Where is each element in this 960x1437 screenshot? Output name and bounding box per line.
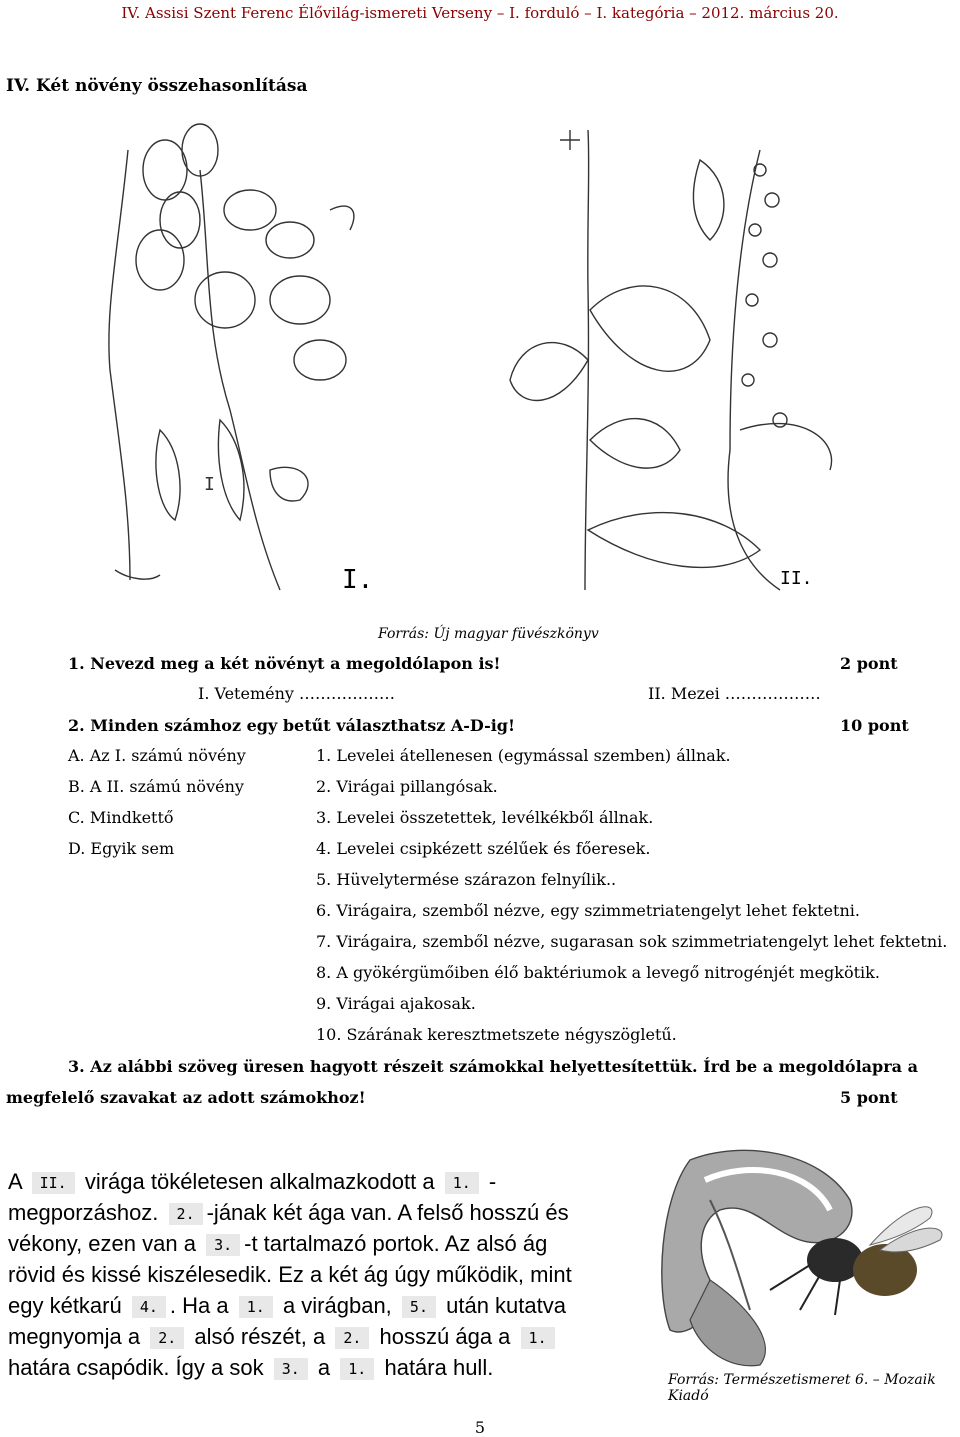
- passage-line-7: határa csapódik. Így a sok 3. a 1. határa hull.: [8, 1355, 494, 1380]
- passage-line-5: egy kétkarú 4. . Ha a 1. a virágban, 5. után kutatva: [8, 1293, 566, 1318]
- question-3-cont: megfelelő szavakat az adott számokhoz!: [6, 1088, 366, 1107]
- source-note-1: Forrás: Új magyar füvészkönyv: [378, 626, 599, 642]
- page-header: IV. Assisi Szent Ferenc Élővilág-ismereti Verseny – I. forduló – I. kategória – 2012. március 20.: [121, 4, 839, 22]
- plant-label-2: II.: [780, 568, 813, 589]
- question-1: 1. Nevezd meg a két növényt a megoldólapon is!: [68, 654, 501, 673]
- question-2-points: 10 pont: [840, 716, 909, 735]
- question-2: 2. Minden számhoz egy betűt választhatsz A-D-ig!: [68, 716, 516, 735]
- passage-line-1: A II. virága tökéletesen alkalmazkodott a 1. -: [8, 1169, 497, 1194]
- statement: 9. Virágai ajakosak.: [316, 994, 476, 1013]
- blank: 1.: [521, 1327, 555, 1349]
- question-1-points: 2 pont: [840, 654, 898, 673]
- blank: 4.: [132, 1296, 166, 1318]
- blank: 2.: [169, 1203, 203, 1225]
- statement: 10. Szárának keresztmetszete négyszögletű.: [316, 1025, 677, 1044]
- blank: 2.: [335, 1327, 369, 1349]
- blank: 5.: [402, 1296, 436, 1318]
- sage-plant-drawing: [510, 130, 832, 590]
- option-a: A. Az I. számú növény: [68, 746, 246, 765]
- passage-line-6: megnyomja a 2. alsó részét, a 2. hosszú ága a 1.: [8, 1321, 559, 1353]
- answer-1: I. Vetemény ………………: [198, 684, 396, 703]
- bee-flower-illustration: [650, 1140, 950, 1370]
- pod-label: I: [204, 474, 215, 495]
- option-c: C. Mindkettő: [68, 808, 174, 827]
- blank: II.: [32, 1172, 75, 1194]
- statement: 1. Levelei átellenesen (egymással szemben) állnak.: [316, 746, 731, 765]
- option-d: D. Egyik sem: [68, 839, 175, 858]
- passage-line-2: megporzáshoz. 2. -jának két ága van. A felső hosszú és: [8, 1200, 569, 1225]
- blank: 1.: [340, 1358, 374, 1380]
- passage-line-4: rövid és kissé kiszélesedik. Ez a két ág úgy működik, mint: [8, 1262, 572, 1287]
- section-title: IV. Két növény összehasonlítása: [6, 76, 308, 96]
- pea-plant-drawing: [109, 124, 354, 590]
- question-3-points: 5 pont: [840, 1088, 898, 1107]
- blank: 2.: [150, 1327, 184, 1349]
- blank: 3.: [206, 1234, 240, 1256]
- option-b: B. A II. számú növény: [68, 777, 244, 796]
- plant-illustrations: [0, 110, 960, 620]
- plant-label-1: I.: [342, 565, 374, 595]
- page-number: 5: [474, 1418, 486, 1437]
- statement: 2. Virágai pillangósak.: [316, 777, 498, 796]
- passage-line-3: vékony, ezen van a 3. -t tartalmazó portok. Az alsó ág: [8, 1231, 548, 1256]
- statement: 6. Virágaira, szemből nézve, egy szimmetriatengelyt lehet fektetni.: [316, 901, 860, 920]
- statement: 4. Levelei csipkézett szélűek és főeresek.: [316, 839, 651, 858]
- blank: 1.: [445, 1172, 479, 1194]
- source-note-2: Forrás: Természetismeret 6. – Mozaik Kiadó: [668, 1372, 936, 1404]
- statement: 5. Hüvelytermése szárazon felnyílik..: [316, 870, 617, 889]
- statement: 3. Levelei összetettek, levélkékből állnak.: [316, 808, 654, 827]
- blank: 3.: [274, 1358, 308, 1380]
- question-3: 3. Az alábbi szöveg üresen hagyott részeit számokkal helyettesítettük. Írd be a megoldólapra a: [68, 1057, 918, 1076]
- statement: 7. Virágaira, szemből nézve, sugarasan sok szimmetriatengelyt lehet fektetni.: [316, 932, 948, 951]
- blank: 1.: [239, 1296, 273, 1318]
- answer-2: II. Mezei ………………: [648, 684, 821, 703]
- statement: 8. A gyökérgümőiben élő baktériumok a levegő nitrogénjét megkötik.: [316, 963, 880, 982]
